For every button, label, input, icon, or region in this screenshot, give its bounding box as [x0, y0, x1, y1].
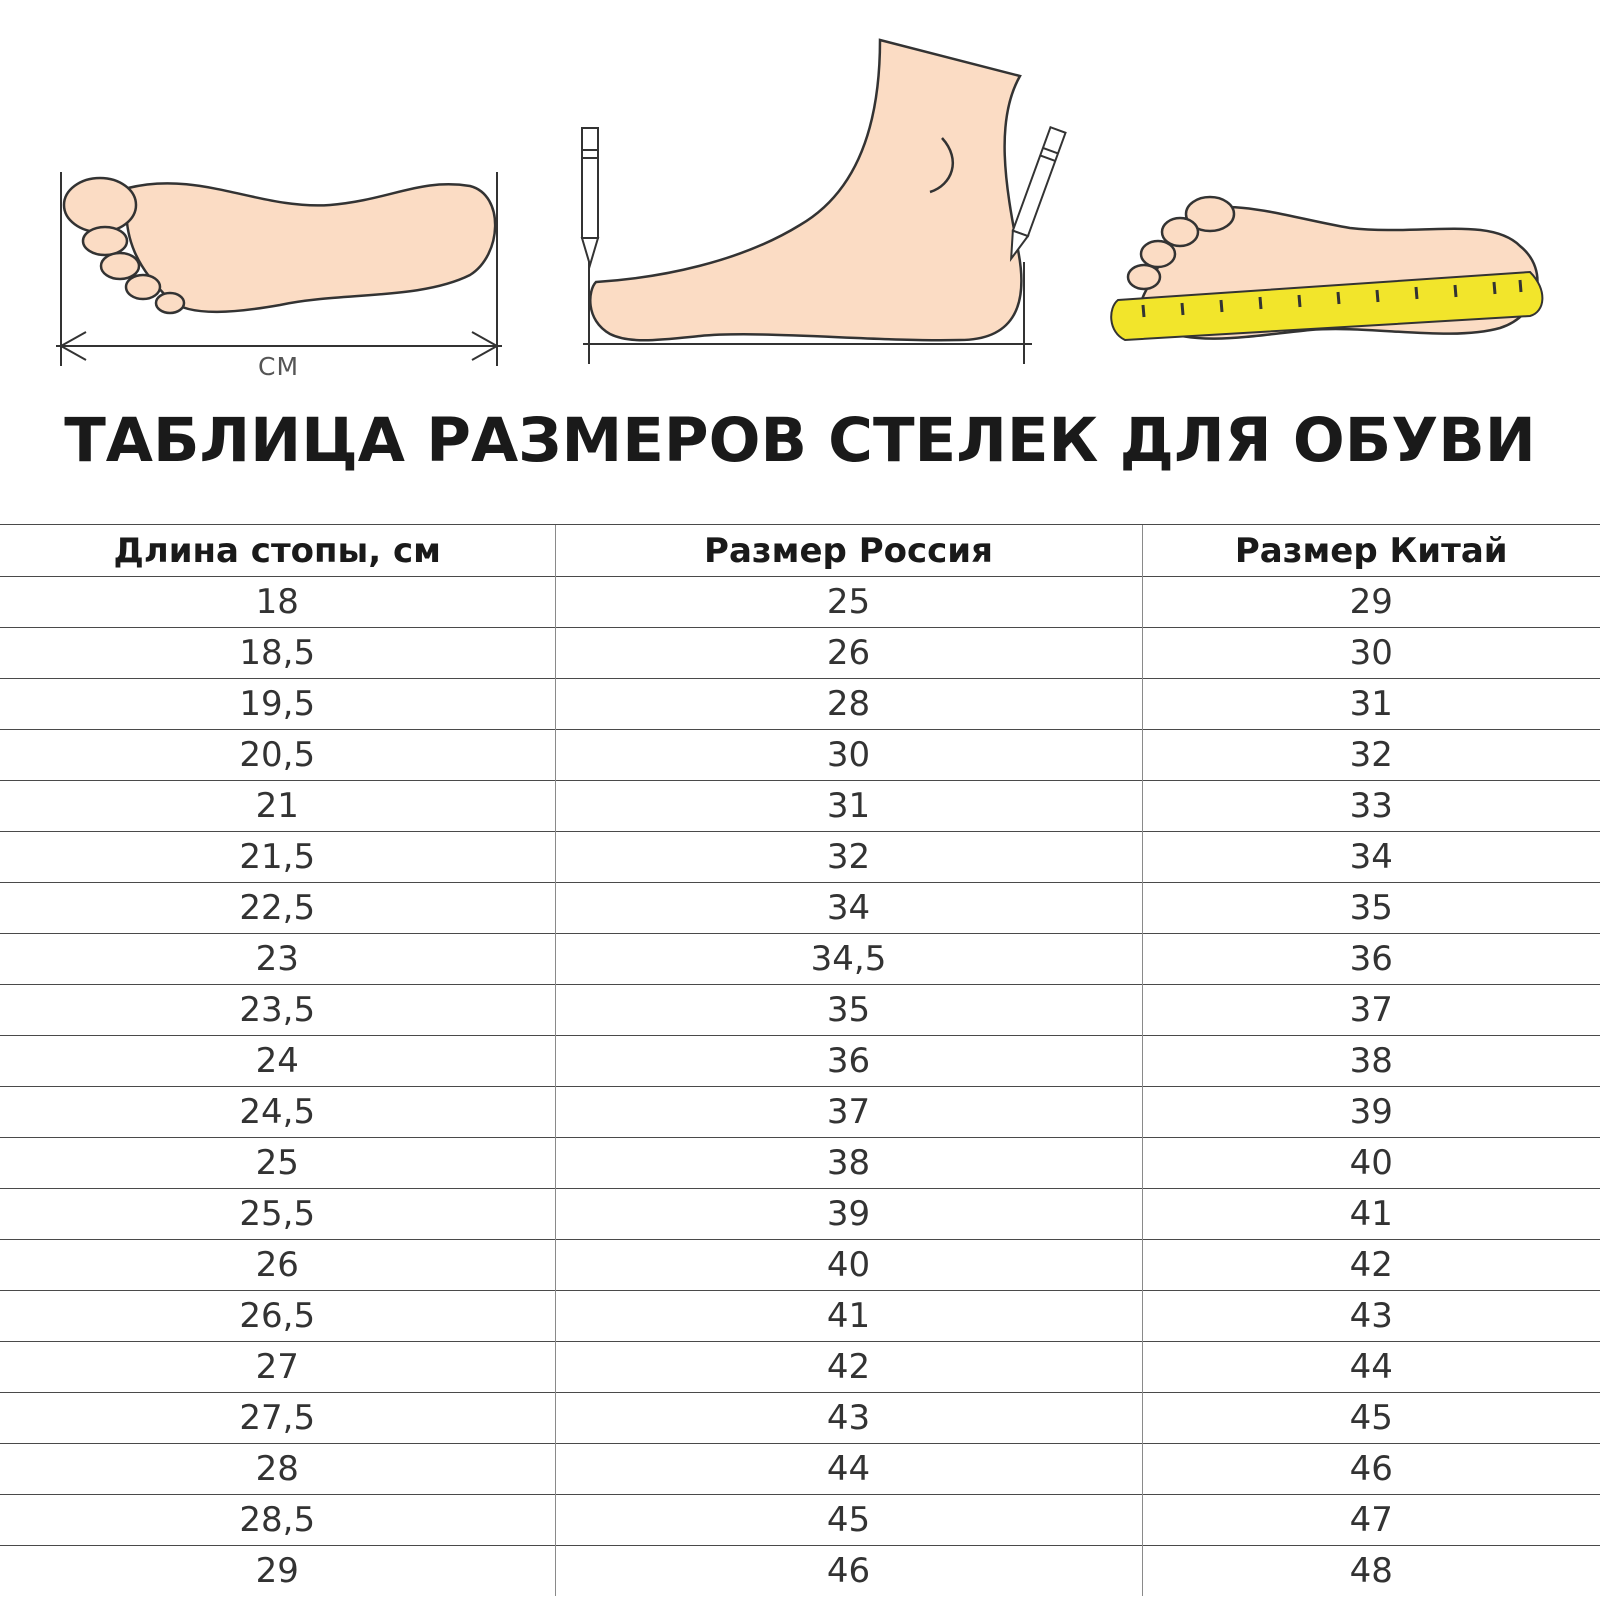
cell-size-china: 34 — [1142, 832, 1600, 883]
cell-size-russia: 25 — [555, 577, 1142, 628]
cell-size-russia: 40 — [555, 1240, 1142, 1291]
table-row — [0, 1087, 1600, 1138]
cell-foot-length: 26 — [0, 1240, 555, 1291]
table-body — [0, 577, 1600, 1597]
cell-size-china: 37 — [1142, 985, 1600, 1036]
table-row — [0, 1138, 1600, 1189]
cell-size-russia: 38 — [555, 1138, 1142, 1189]
cell-size-china: 47 — [1142, 1495, 1600, 1546]
cell-size-russia: 37 — [555, 1087, 1142, 1138]
pencil-right-icon — [1004, 127, 1066, 261]
table-row — [0, 1546, 1600, 1597]
cell-foot-length: 21,5 — [0, 832, 555, 883]
table-row — [0, 883, 1600, 934]
table-row — [0, 1495, 1600, 1546]
header-size-china: Размер Китай — [1142, 525, 1600, 577]
cell-foot-length: 27,5 — [0, 1393, 555, 1444]
foot-measurement-illustrations — [0, 0, 1600, 400]
cell-size-china: 43 — [1142, 1291, 1600, 1342]
cell-size-russia: 34 — [555, 883, 1142, 934]
cell-foot-length: 23 — [0, 934, 555, 985]
table-row — [0, 1189, 1600, 1240]
cell-size-russia: 30 — [555, 730, 1142, 781]
table-row — [0, 1393, 1600, 1444]
table-row — [0, 1240, 1600, 1291]
cell-size-china: 38 — [1142, 1036, 1600, 1087]
cell-size-china: 31 — [1142, 679, 1600, 730]
header-foot-length: Длина стопы, см — [0, 525, 555, 577]
table-row — [0, 1291, 1600, 1342]
table-header-row — [0, 525, 1600, 577]
illustrations-svg — [0, 0, 1600, 400]
cell-foot-length: 25,5 — [0, 1189, 555, 1240]
cell-foot-length: 23,5 — [0, 985, 555, 1036]
cell-size-russia: 46 — [555, 1546, 1142, 1597]
cell-size-russia: 44 — [555, 1444, 1142, 1495]
cell-size-china: 32 — [1142, 730, 1600, 781]
cell-foot-length: 25 — [0, 1138, 555, 1189]
cell-size-russia: 35 — [555, 985, 1142, 1036]
header-size-russia: Размер Россия — [555, 525, 1142, 577]
cell-size-russia: 31 — [555, 781, 1142, 832]
cell-foot-length: 24,5 — [0, 1087, 555, 1138]
table-row — [0, 628, 1600, 679]
cell-size-china: 36 — [1142, 934, 1600, 985]
pencil-left-icon — [582, 128, 598, 265]
cell-size-russia: 42 — [555, 1342, 1142, 1393]
cell-size-russia: 26 — [555, 628, 1142, 679]
cell-foot-length: 22,5 — [0, 883, 555, 934]
cell-size-china: 33 — [1142, 781, 1600, 832]
table-row — [0, 781, 1600, 832]
cell-foot-length: 24 — [0, 1036, 555, 1087]
cell-size-russia: 32 — [555, 832, 1142, 883]
unit-label: СМ — [258, 352, 300, 381]
cell-foot-length: 28,5 — [0, 1495, 555, 1546]
cell-foot-length: 21 — [0, 781, 555, 832]
cell-foot-length: 18,5 — [0, 628, 555, 679]
cell-size-russia: 43 — [555, 1393, 1142, 1444]
table-row — [0, 1036, 1600, 1087]
cell-foot-length: 18 — [0, 577, 555, 628]
cell-foot-length: 26,5 — [0, 1291, 555, 1342]
cell-size-china: 42 — [1142, 1240, 1600, 1291]
foot-side-icon — [590, 40, 1021, 340]
cell-foot-length: 19,5 — [0, 679, 555, 730]
cell-size-russia: 28 — [555, 679, 1142, 730]
cell-size-russia: 39 — [555, 1189, 1142, 1240]
cell-size-china: 30 — [1142, 628, 1600, 679]
table-row — [0, 679, 1600, 730]
cell-size-china: 44 — [1142, 1342, 1600, 1393]
cell-foot-length: 27 — [0, 1342, 555, 1393]
cell-size-china: 41 — [1142, 1189, 1600, 1240]
table-row — [0, 577, 1600, 628]
foot-sole-icon — [64, 178, 495, 313]
table-row — [0, 1444, 1600, 1495]
cell-foot-length: 29 — [0, 1546, 555, 1597]
cell-size-china: 39 — [1142, 1087, 1600, 1138]
table-row — [0, 934, 1600, 985]
cell-size-russia: 45 — [555, 1495, 1142, 1546]
cell-size-china: 29 — [1142, 577, 1600, 628]
page-title: ТАБЛИЦА РАЗМЕРОВ СТЕЛЕК ДЛЯ ОБУВИ — [64, 405, 1536, 476]
cell-size-china: 40 — [1142, 1138, 1600, 1189]
cell-size-china: 46 — [1142, 1444, 1600, 1495]
cell-size-russia: 34,5 — [555, 934, 1142, 985]
cell-size-china: 48 — [1142, 1546, 1600, 1597]
cell-size-russia: 36 — [555, 1036, 1142, 1087]
cell-size-china: 35 — [1142, 883, 1600, 934]
cell-foot-length: 28 — [0, 1444, 555, 1495]
cell-size-china: 45 — [1142, 1393, 1600, 1444]
table-row — [0, 730, 1600, 781]
size-table — [0, 524, 1600, 1596]
cell-size-russia: 41 — [555, 1291, 1142, 1342]
table-row — [0, 1342, 1600, 1393]
table-row — [0, 832, 1600, 883]
cell-foot-length: 20,5 — [0, 730, 555, 781]
table-row — [0, 985, 1600, 1036]
